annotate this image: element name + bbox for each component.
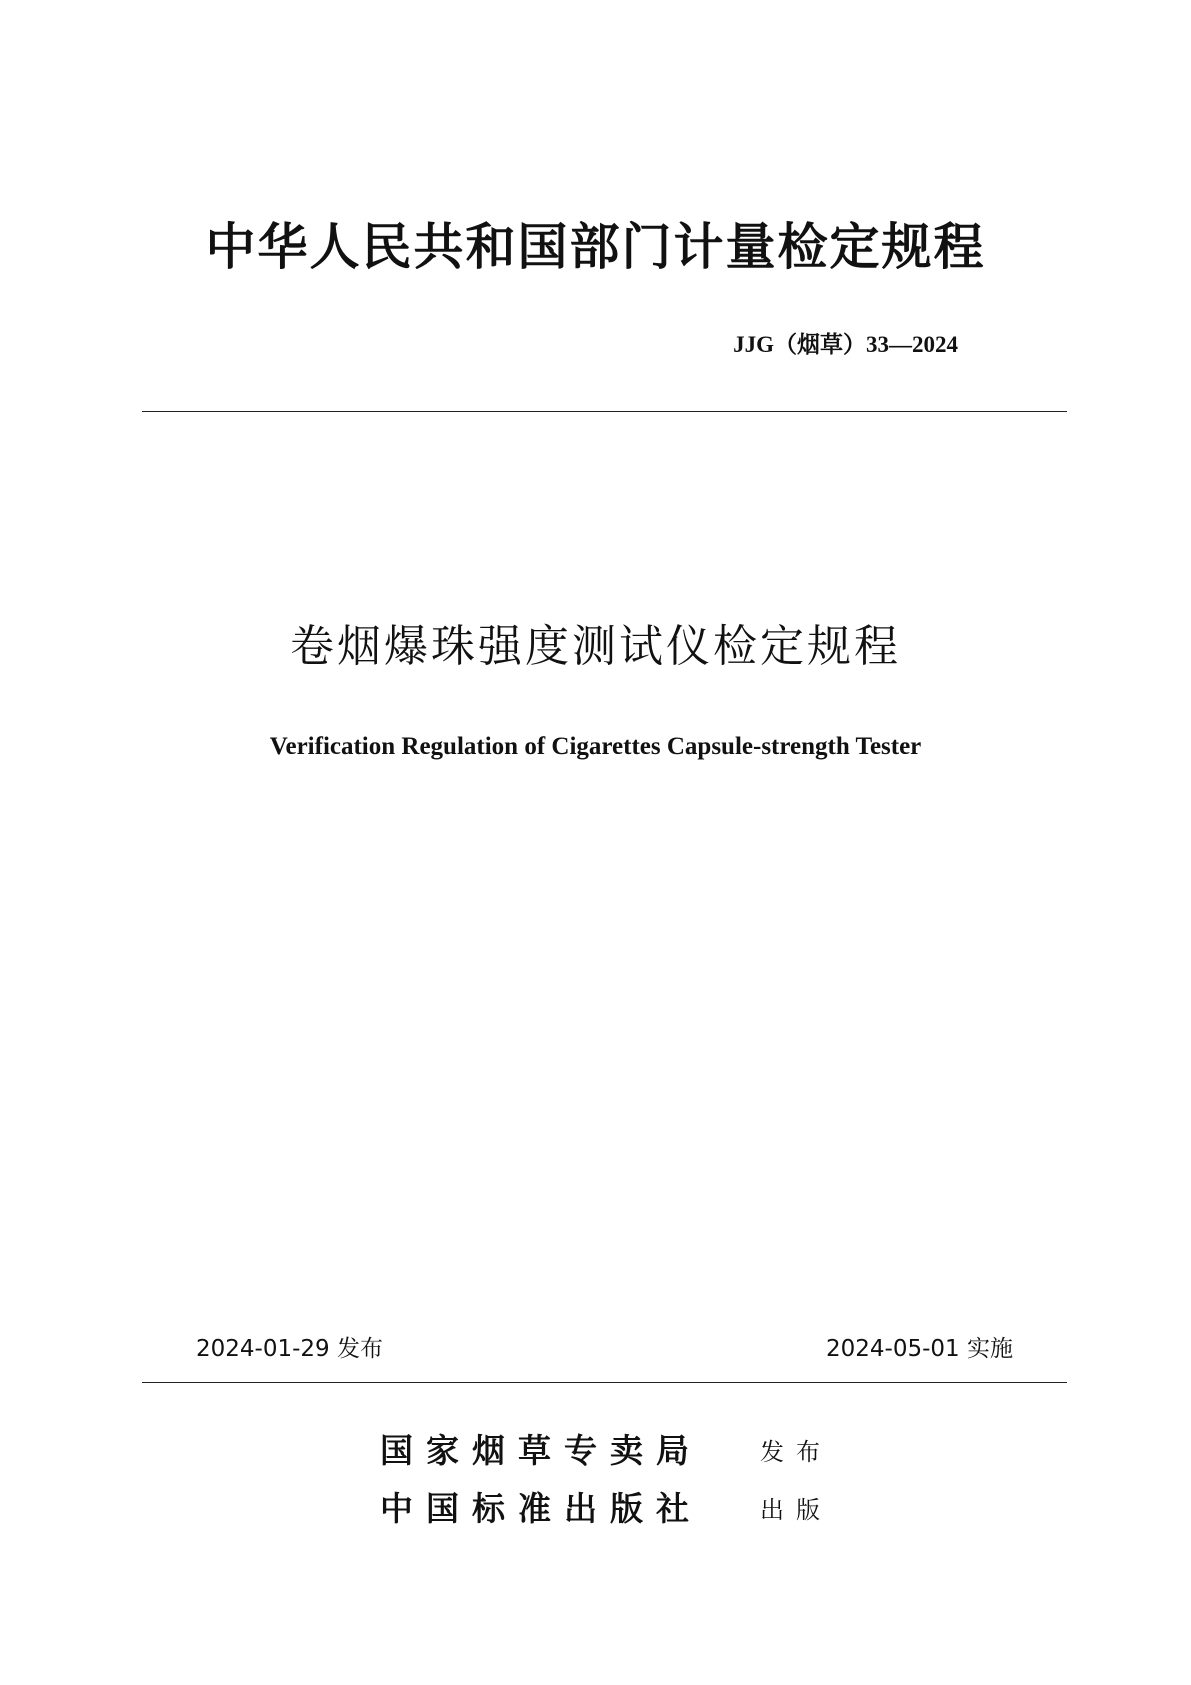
standard-number: JJG（烟草）33—2024	[733, 332, 958, 357]
document-title-chinese: 卷烟爆珠强度测试仪检定规程	[290, 621, 901, 672]
document-title-english: Verification Regulation of Cigarettes Capsule-strength Tester	[269, 733, 922, 760]
publisher-org: 国家烟草专卖局	[380, 1431, 702, 1470]
publisher-role: 出版	[760, 1496, 832, 1524]
header-title: 中华人民共和国部门计量检定规程	[205, 217, 986, 276]
publisher-row	[380, 1431, 832, 1470]
effective-date: 2024-05-01 实施	[826, 1336, 1013, 1362]
publisher-org: 中国标准出版社	[380, 1489, 702, 1528]
bottom-divider	[142, 1382, 1067, 1383]
issue-date: 2024-01-29 发布	[196, 1336, 383, 1362]
publisher-role: 发布	[760, 1438, 832, 1466]
top-divider	[142, 411, 1067, 412]
publisher-row	[380, 1489, 832, 1528]
